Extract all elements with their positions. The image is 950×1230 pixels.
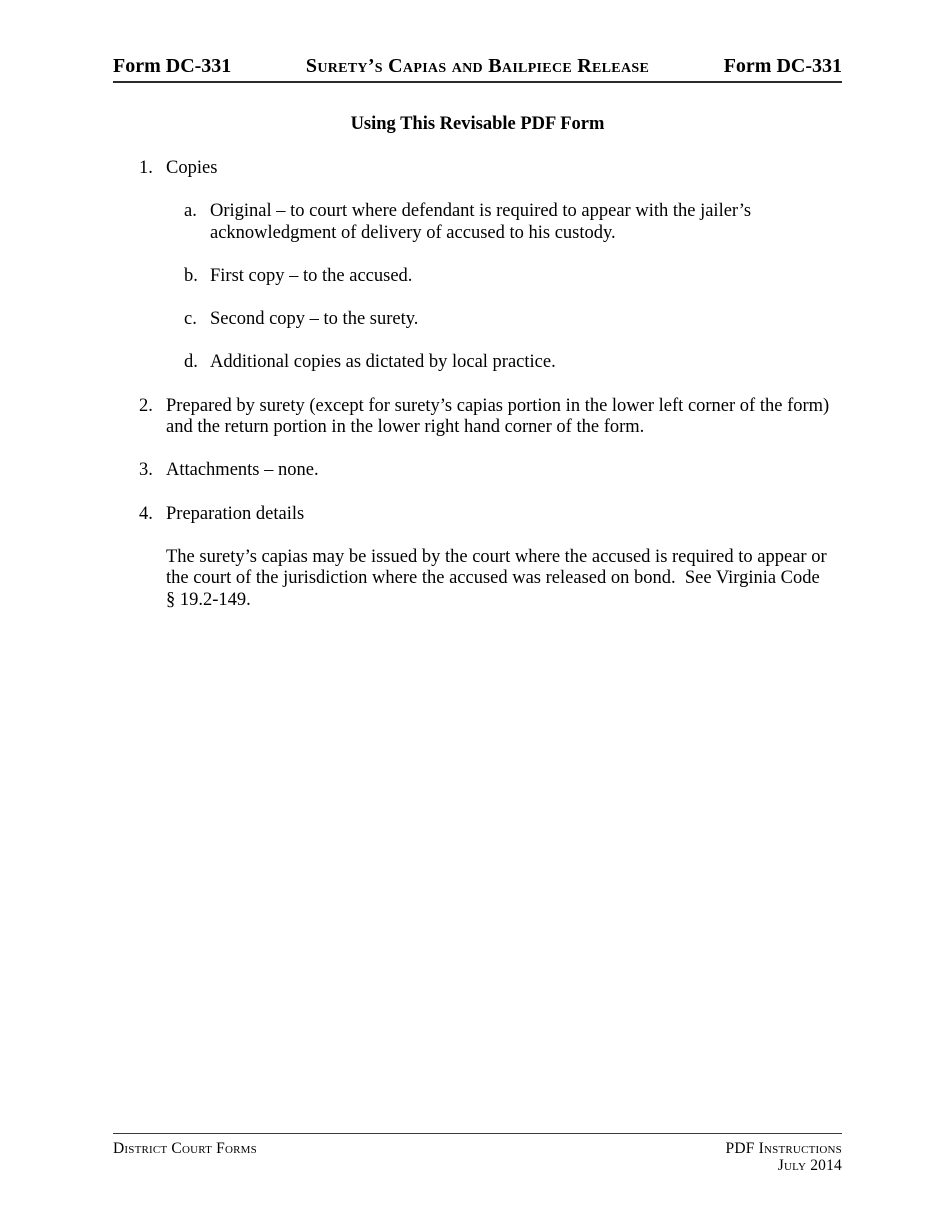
list-item-2 (113, 396, 842, 439)
text-line: the court of the jurisdiction where the accused was released on bond. See Virginia Code (166, 568, 820, 589)
footer-date: July 2014 (777, 1157, 842, 1174)
list-item-4-number: 4. (139, 503, 153, 524)
page-footer (113, 1133, 842, 1174)
list-subitem-c-letter: c. (184, 309, 197, 330)
list-subitem-c (113, 309, 842, 331)
list-subitem-b (113, 266, 842, 288)
list-item-3 (113, 460, 842, 482)
text-line: § 19.2-149. (166, 589, 251, 610)
form-title: Surety’s Capias and Bailpiece Release (305, 55, 650, 77)
list-subitem-b-text: First copy – to the accused. (210, 265, 413, 286)
list-item-4 (113, 504, 842, 526)
form-number-right: Form DC-331 (723, 55, 842, 77)
footer-row (113, 1140, 842, 1157)
page-header (113, 0, 842, 83)
footer-right-label: PDF Instructions (725, 1140, 842, 1157)
list-item-3-number: 3. (139, 460, 153, 481)
footer-left-label: District Court Forms (113, 1140, 257, 1157)
list-subitem-b-letter: b. (184, 265, 198, 286)
list-subitem-d-text: Additional copies as dictated by local practice. (210, 352, 556, 373)
list-subitem-c-text: Second copy – to the surety. (210, 309, 419, 330)
text-line: acknowledgment of delivery of accused to his custody. (210, 222, 616, 243)
preparation-details-paragraph (113, 547, 842, 612)
list-subitem-d-letter: d. (184, 352, 198, 373)
list-item-2-text (166, 396, 829, 439)
list-subitem-d (113, 352, 842, 374)
list-item-1 (113, 158, 842, 180)
list-subitem-a-text (210, 201, 751, 244)
text-line: Original – to court where defendant is required to appear with the jailer’s (210, 201, 752, 222)
section-title: Using This Revisable PDF Form (350, 114, 605, 134)
list-subitem-a (113, 201, 842, 244)
list-item-2-number: 2. (139, 395, 153, 416)
list-item-1-text: Copies (166, 158, 218, 178)
form-number-left: Form DC-331 (113, 55, 232, 77)
text-line: Prepared by surety (except for surety’s capias portion in the lower left corner of the form) (166, 395, 830, 416)
instructions-body (113, 158, 842, 611)
list-item-3-text: Attachments – none. (166, 460, 319, 481)
list-item-4-text: Preparation details (166, 503, 305, 524)
list-subitem-a-letter: a. (184, 201, 197, 222)
list-item-1-number: 1. (139, 158, 153, 178)
text-line: The surety’s capias may be issued by the court where the accused is required to appear or (166, 546, 827, 567)
text-line: and the return portion in the lower right hand corner of the form. (166, 417, 645, 438)
